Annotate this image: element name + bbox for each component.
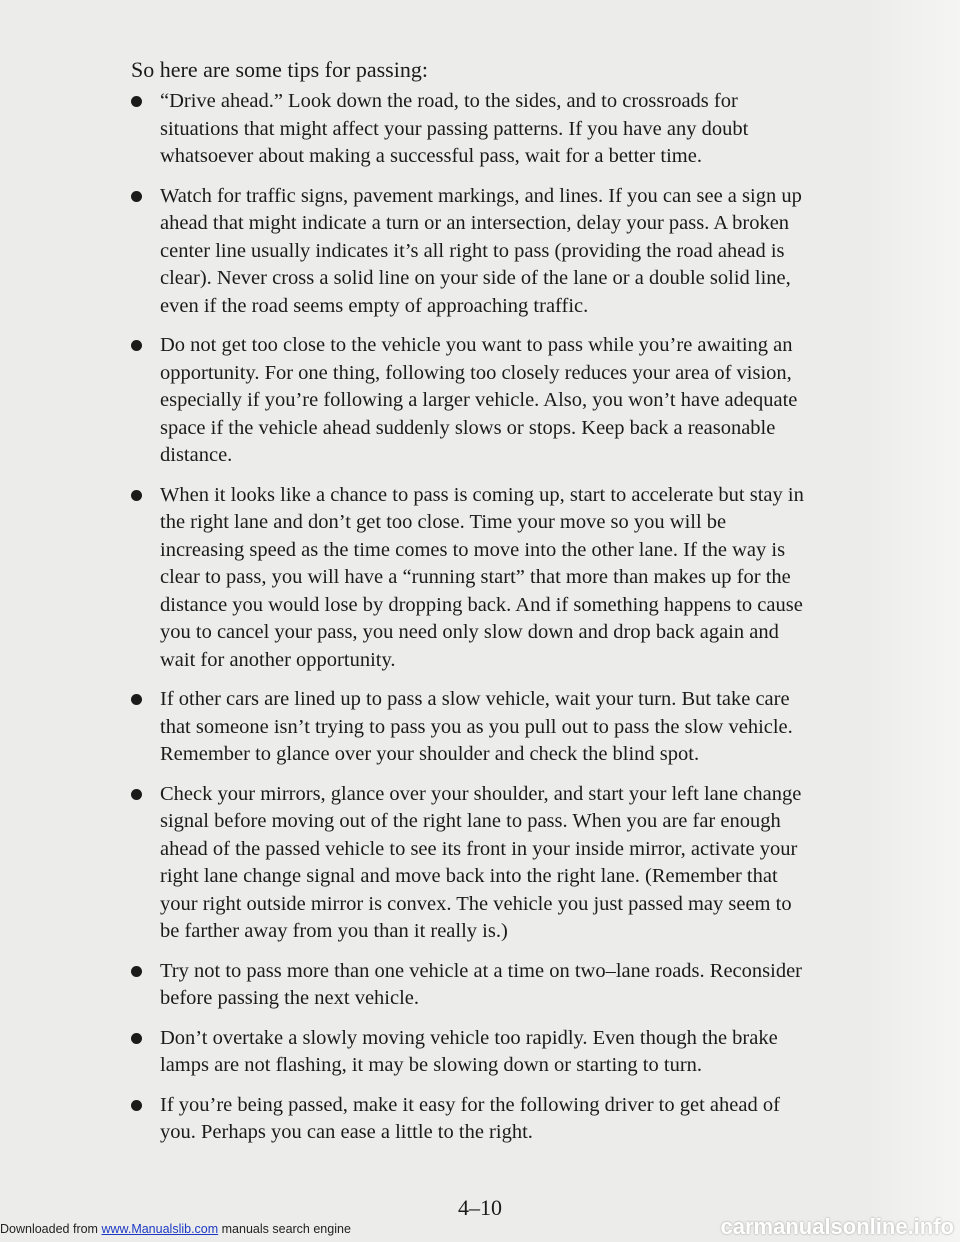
intro-text: So here are some tips for passing: bbox=[131, 57, 428, 82]
manualslib-link[interactable]: www.Manualslib.com bbox=[101, 1222, 219, 1236]
download-footer bbox=[0, 1222, 351, 1236]
footer-prefix: Downloaded from bbox=[0, 1222, 102, 1236]
list-item bbox=[131, 1025, 811, 1080]
tip-text: Check your mirrors, glance over your shoulder, and start your left lane change signal before moving out of the right lane to pass. When you are far enough ahead of the passed vehicle to see its front in your inside mirror, activate your right lane change signal and move back into the right lane. (Remember that your right outside mirror is convex. The vehicle you just passed may seem to be farther away from you than it really is.) bbox=[160, 782, 802, 942]
tip-text: If other cars are lined up to pass a slow vehicle, wait your turn. But take care that someone isn’t trying to pass you as you pull out to pass the slow vehicle. Remember to glance over your shoulder and check the blind spot. bbox=[160, 688, 793, 765]
list-item bbox=[131, 781, 811, 946]
list-item bbox=[131, 482, 811, 675]
list-item bbox=[131, 183, 811, 321]
tip-text: When it looks like a chance to pass is coming up, start to accelerate but stay in the right lane and don’t get too close. Time your move so you will be increasing speed as the time comes to move into the other lane. If the way is clear to pass, you will have a “running start” that more than makes up for the distance you would lose by dropping back. And if something happens to cause you to cancel your pass, you need only slow down and drop back again and wait for another opportunity. bbox=[160, 483, 804, 671]
list-item bbox=[131, 332, 811, 470]
tip-text: Don’t overtake a slowly moving vehicle too rapidly. Even though the brake lamps are not flashing, it may be slowing down or starting to turn. bbox=[160, 1026, 778, 1076]
bullet-icon bbox=[131, 694, 142, 705]
bullet-icon bbox=[131, 490, 142, 501]
bullet-icon bbox=[131, 966, 142, 977]
watermark: carmanualsonline.info bbox=[720, 1214, 954, 1239]
bullet-icon bbox=[131, 789, 142, 800]
page-edge-shade bbox=[865, 0, 960, 1242]
bullet-icon bbox=[131, 1033, 142, 1044]
page-number: 4–10 bbox=[458, 1195, 502, 1220]
bullet-icon bbox=[131, 1100, 142, 1111]
tips-list bbox=[131, 88, 811, 1159]
tip-text: Do not get too close to the vehicle you want to pass while you’re awaiting an opportunity. For one thing, following too closely reduces your area of vision, especially if you’re following a larger vehicle. Also, you won’t have adequate space if the vehicle ahead suddenly slows or stops. Keep back a reasonable distance. bbox=[160, 334, 798, 466]
footer-suffix: manuals search engine bbox=[218, 1222, 351, 1236]
tip-text: Watch for traffic signs, pavement markings, and lines. If you can see a sign up ahead that might indicate a turn or an intersection, delay your pass. A broken center line usually indicates it’s all right to pass (providing the road ahead is clear). Never cross a solid line on your side of the lane or a double solid line, even if the road seems empty of approaching traffic. bbox=[160, 184, 802, 317]
list-item bbox=[131, 88, 811, 171]
tip-text: Try not to pass more than one vehicle at a time on two–lane roads. Reconsider before passing the next vehicle. bbox=[160, 959, 802, 1009]
tip-text: If you’re being passed, make it easy for the following driver to get ahead of you. Perhaps you can ease a little to the right. bbox=[160, 1093, 780, 1143]
list-item bbox=[131, 1092, 811, 1147]
tip-text: “Drive ahead.” Look down the road, to the sides, and to crossroads for situations that might affect your passing patterns. If you have any doubt whatsoever about making a successful pass, wait for a better time. bbox=[160, 90, 749, 167]
bullet-icon bbox=[131, 191, 142, 202]
list-item bbox=[131, 958, 811, 1013]
bullet-icon bbox=[131, 96, 142, 107]
bullet-icon bbox=[131, 340, 142, 351]
list-item bbox=[131, 686, 811, 769]
